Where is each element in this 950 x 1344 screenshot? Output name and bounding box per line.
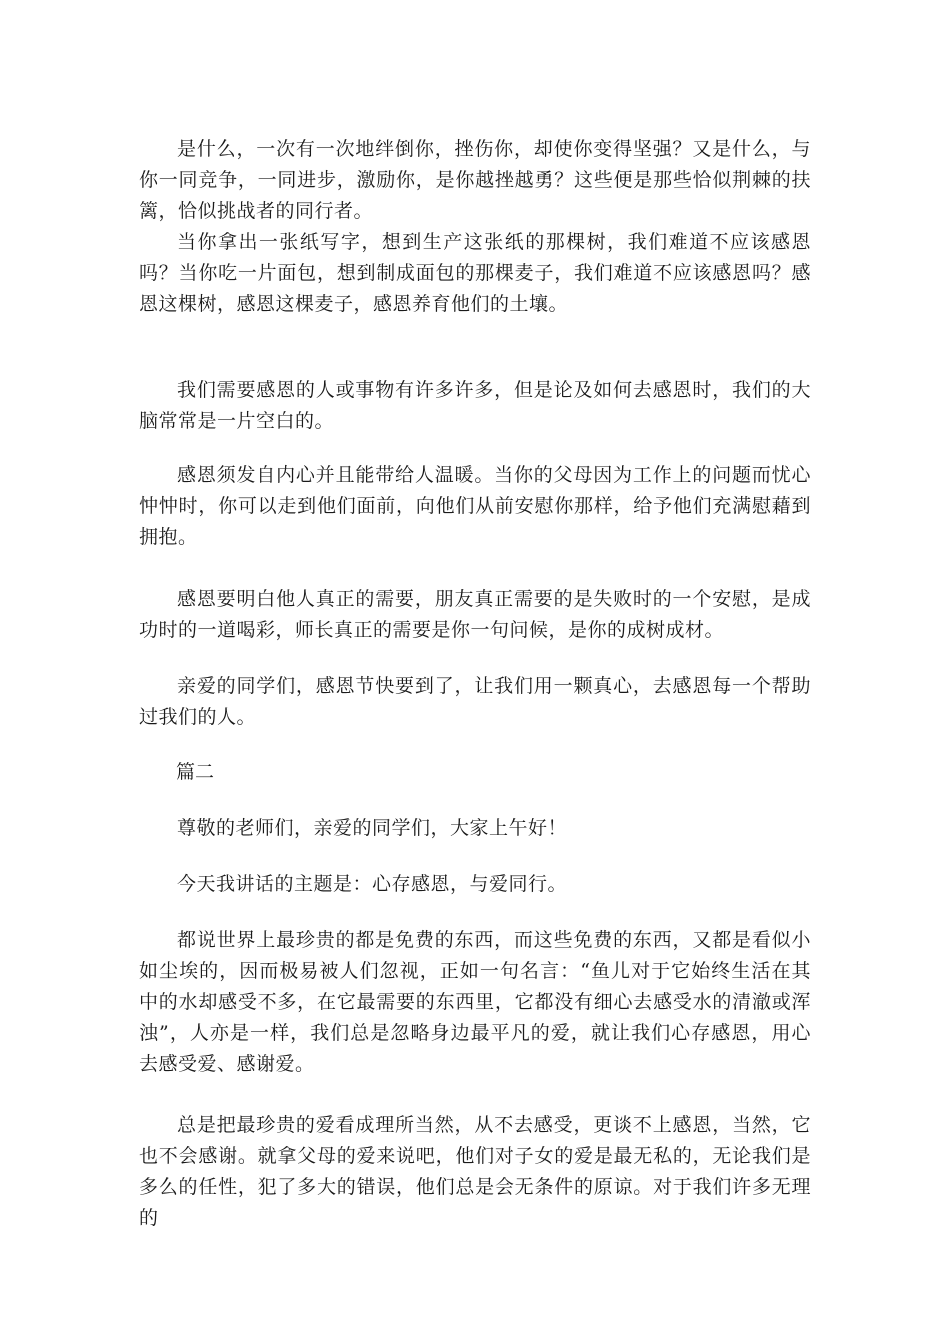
greeting-paragraph: 尊敬的老师们，亲爱的同学们，大家上午好！ xyxy=(177,817,568,839)
paragraph-7: 都说世界上最珍贵的都是免费的东西，而这些免费的东西，又都是看似小如尘埃的，因而极易被人们忽视，正如一句名言：“鱼儿对于它始终生活在其中的水却感受不多，在它最需要的东西里，它都没有细心去感受水的清澈或浑浊”，人亦是一样，我们总是忽略身边最平凡的爱，就让我们心存感恩，用心去感受爱、感谢爱。 xyxy=(139,929,811,1075)
paragraph-2: 当你拿出一张纸写字，想到生产这张纸的那棵树，我们难道不应该感恩吗？当你吃一片面包，想到制成面包的那棵麦子，我们难道不应该感恩吗？感恩这棵树，感恩这棵麦子，感恩养育他们的土壤。 xyxy=(139,231,811,315)
topic-paragraph: 今天我讲话的主题是：心存感恩，与爱同行。 xyxy=(177,873,568,895)
paragraph-3: 我们需要感恩的人或事物有许多许多，但是论及如何去感恩时，我们的大脑常常是一片空白的。 xyxy=(139,379,811,432)
paragraph-4: 感恩须发自内心并且能带给人温暖。当你的父母因为工作上的问题而忧心忡忡时，你可以走到他们面前，向他们从前安慰你那样，给予他们充满慰藉到拥抱。 xyxy=(139,464,811,548)
paragraph-6: 亲爱的同学们，感恩节快要到了，让我们用一颗真心，去感恩每一个帮助过我们的人。 xyxy=(139,675,811,728)
section-heading: 篇二 xyxy=(176,761,215,783)
paragraph-8: 总是把最珍贵的爱看成理所当然，从不去感受，更谈不上感恩，当然，它也不会感谢。就拿父母的爱来说吧，他们对子女的爱是最无私的，无论我们是多么的任性，犯了多大的错误，他们总是会无条件的原谅。对于我们许多无理的 xyxy=(139,1114,811,1229)
paragraph-5: 感恩要明白他人真正的需要，朋友真正需要的是失败时的一个安慰，是成功时的一道喝彩，师长真正的需要是你一句问候，是你的成树成材。 xyxy=(139,588,811,641)
paragraph-1: 是什么，一次有一次地绊倒你，挫伤你，却使你变得坚强？又是什么，与你一同竞争，一同进步，激励你，是你越挫越勇？这些便是那些恰似荆棘的扶篱，恰似挑战者的同行者。 xyxy=(139,138,811,222)
